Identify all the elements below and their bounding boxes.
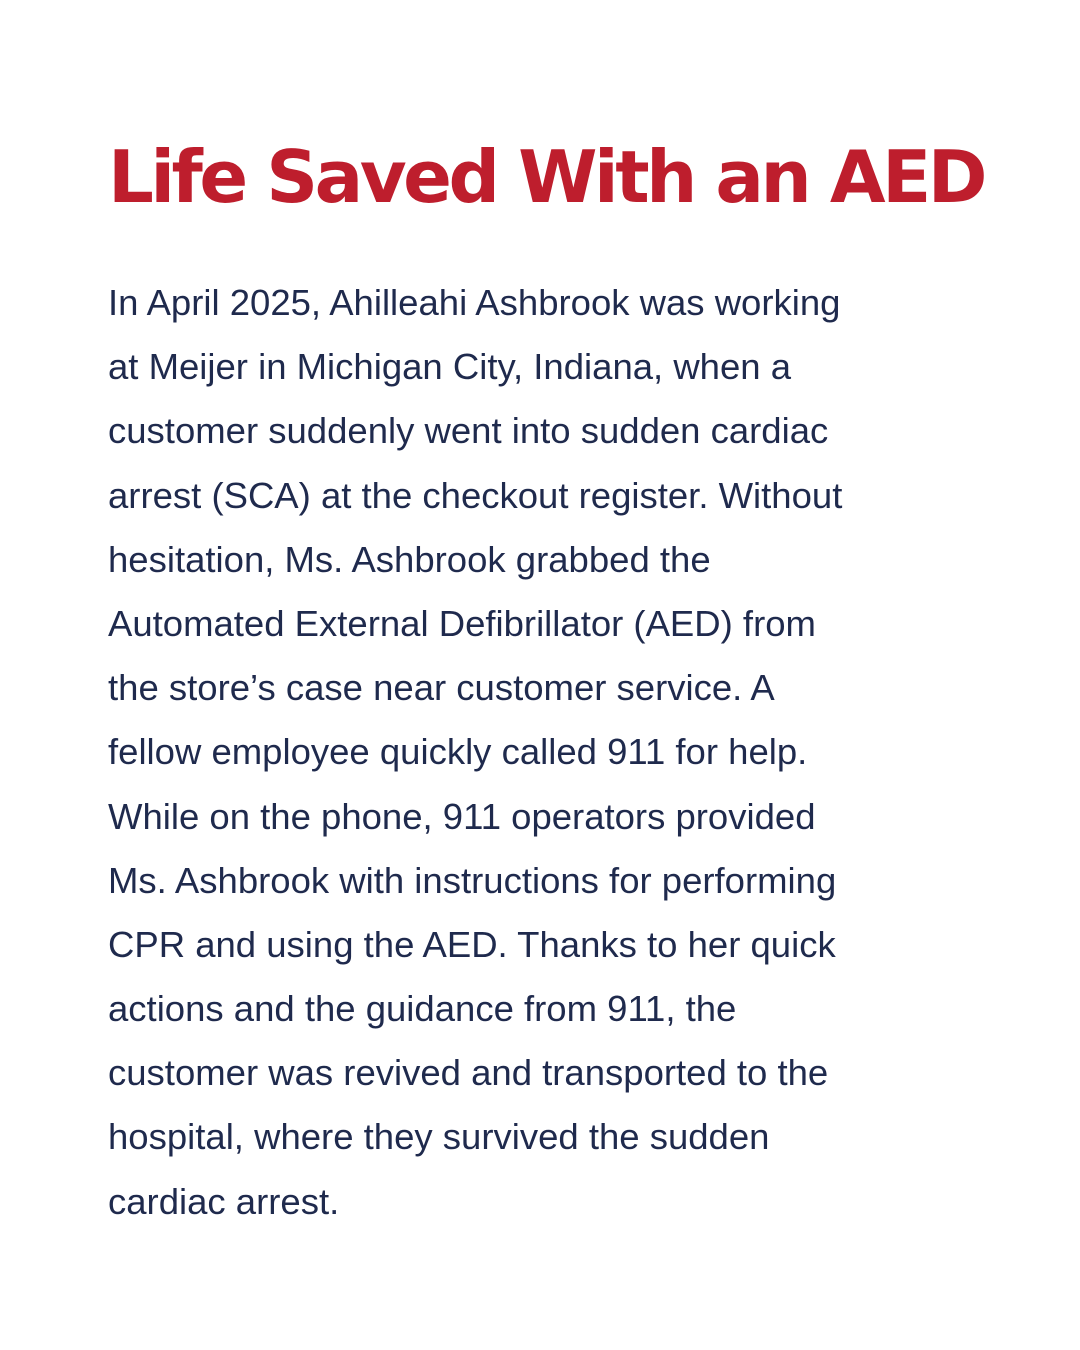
story-body-line: customer suddenly went into sudden cardiac — [108, 410, 829, 452]
story-body-line: In April 2025, Ahilleahi Ashbrook was working — [108, 282, 841, 323]
story-body-line: hospital, where they survived the sudden — [108, 1116, 770, 1158]
story-body-line: arrest (SCA) at the checkout register. Without — [108, 474, 843, 516]
story-title: Life Saved With an AED — [108, 135, 985, 219]
story-body-line: cardiac arrest. — [108, 1180, 340, 1222]
story-body-line: Ms. Ashbrook with instructions for performing — [108, 859, 837, 901]
story-body-line: customer was revived and transported to the — [108, 1052, 829, 1094]
story-body — [108, 271, 988, 1234]
story-body-line: the store’s case near customer service. A — [108, 667, 775, 709]
story-body-line: Automated External Defibrillator (AED) from — [108, 602, 816, 644]
story-body-line: hesitation, Ms. Ashbrook grabbed the — [108, 538, 711, 580]
story-body-line: While on the phone, 911 operators provided — [108, 795, 816, 837]
story-body-line: CPR and using the AED. Thanks to her quick — [108, 923, 836, 965]
story-body-line: at Meijer in Michigan City, Indiana, when a — [108, 346, 792, 388]
story-body-line: fellow employee quickly called 911 for help. — [108, 731, 808, 773]
story-body-line: actions and the guidance from 911, the — [108, 988, 737, 1030]
